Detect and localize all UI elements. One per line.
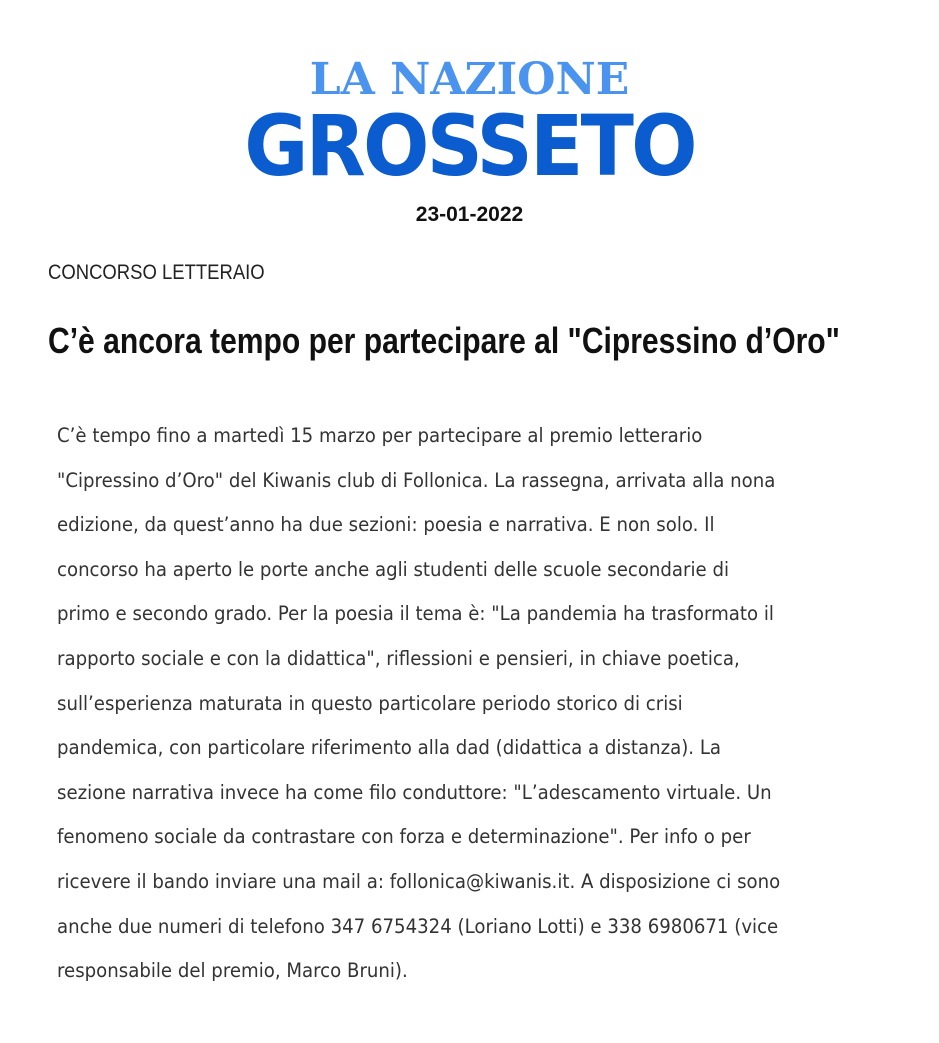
body-line: edizione, da quest’anno ha due sezioni: poesia e narrativa. E non solo. Il: [57, 513, 715, 537]
article-kicker: CONCORSO LETTERAIO: [48, 261, 265, 284]
body-line: "Cipressino d’Oro" del Kiwanis club di Follonica. La rassegna, arrivata alla nona: [57, 468, 776, 492]
body-line: ricevere il bando inviare una mail a: follonica@kiwanis.it. A disposizione ci sono: [57, 869, 781, 893]
body-line: anche due numeri di telefono 347 6754324 (Loriano Lotti) e 338 6980671 (vice: [57, 914, 779, 938]
newspaper-brand-logo: LA NAZIONE: [309, 54, 630, 105]
body-line: pandemica, con particolare riferimento alla dad (didattica a distanza). La: [57, 736, 722, 760]
body-line: primo e secondo grado. Per la poesia il tema è: "La pandemia ha trasformato il: [57, 602, 774, 626]
body-line: fenomeno sociale da contrastare con forza e determinazione". Per info o per: [57, 825, 751, 849]
body-line: sull’esperienza maturata in questo particolare periodo storico di crisi: [57, 691, 683, 715]
body-line: C’è tempo fino a martedì 15 marzo per partecipare al premio letterario: [57, 424, 703, 447]
body-line: rapporto sociale e con la didattica", riflessioni e pensieri, in chiave poetica,: [57, 646, 740, 670]
article-headline: C’è ancora tempo per partecipare al "Cipressino d’Oro": [48, 320, 840, 361]
body-line: responsabile del premio, Marco Bruni).: [57, 959, 408, 983]
body-line: concorso ha aperto le porte anche agli studenti delle scuole secondarie di: [57, 557, 730, 581]
body-line: sezione narrativa invece ha come filo conduttore: "L’adescamento virtuale. Un: [57, 780, 772, 804]
publication-date: 23-01-2022: [415, 203, 524, 226]
edition-name: GROSSETO: [244, 97, 695, 195]
article-body: [57, 414, 887, 994]
